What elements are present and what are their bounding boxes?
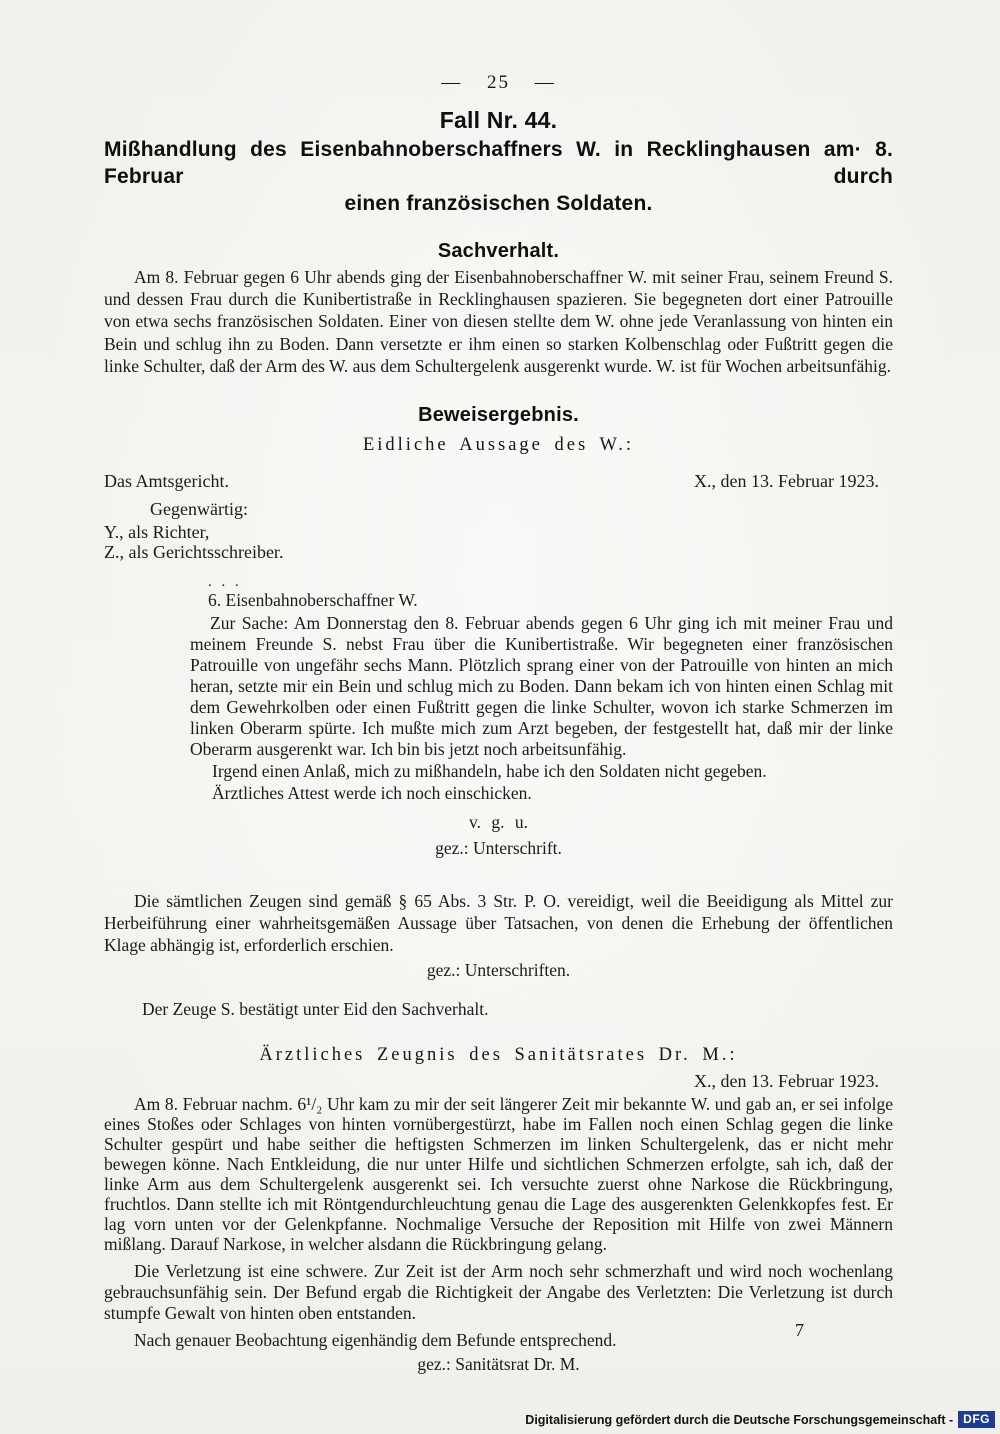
- witness-number-line: 6. Eisenbahnoberschaffner W.: [208, 589, 418, 610]
- attest-paragraph-1: Am 8. Februar nachm. 6¹/₂ Uhr kam zu mir der seit längerer Zeit mir bekannte W. und gab an, er sei infolge eines Stoßes oder Schlages von hinten vornübergestürzt, habe im Fallen noch einen Schlag gegen die linke Schulter gespürt und habe seither die heftigsten Schmerzen im linken Schultergelenk, das er nicht mehr bewegen könne. Nach Entkleidung, die nur unter Hilfe und sichtlichen Schmerzen erfolgte, sah ich, daß der linke Arm aus dem Schultergelenk ausgerenkt sei. Ich versuchte zuerst ohne Narkose die Rückbringung, fruchtlos. Dann stellte ich mit Röntgendurchleuchtung genau die Lage des ausgerenkten Gelenkkopfes fest. Er lag vorn unten vor der Gelenkpfanne. Nochmalige Versuche der Reposition mit Hilfe von zwei Männern mißlang. Darauf Narkose, in welcher alsdann die Rückbringung gelang.: [104, 1094, 893, 1255]
- witness-statement-paragraph: Zur Sache: Am Donnerstag den 8. Februar abends gegen 6 Uhr ging ich mit meiner Frau und meinem Freunde S. nebst Frau über die Kunibertistraße. Wir begegneten einer französischen Patrouille von ungefähr sechs Mann. Plötzlich sprang einer von der Patrouille von hinten an mich heran, setzte mir ein Bein und schlug mich zu Boden. Dann bekam ich von hinten einen Schlag mit dem Gewehrkolben oder einen Fußtritt gegen die linke Schulter, wovon ich starke Schmerzen im linken Oberarm spürte. Ich mußte mich zum Arzt begeben, der festgestellt hat, daß mir der linke Oberarm ausgerenkt war. Ich bin bis jetzt noch arbeitsunfähig.: [190, 612, 893, 759]
- witness-statement-block: [190, 613, 893, 804]
- attest-date: X., den 13. Februar 1923.: [694, 1071, 879, 1092]
- case-number-heading: Fall Nr. 44.: [439, 107, 558, 133]
- section-heading-sachverhalt: Sachverhalt.: [437, 240, 560, 262]
- witness-confirmation-line: Der Zeuge S. bestätigt unter Eid den Sachverhalt.: [142, 999, 489, 1020]
- protocol-date: X., den 13. Februar 1923.: [694, 471, 879, 492]
- page-number-header: — 25 —: [441, 72, 556, 93]
- signature-sanitaetsrat: gez.: Sanitätsrat Dr. M.: [417, 1354, 580, 1375]
- oath-paragraph: Die sämtlichen Zeugen sind gemäß § 65 Abs. 3 Str. P. O. vereidigt, weil die Beeidigung als Mittel zur Herbeiführung einer wahrheitsgemäßen Aussage über Tatsachen, von denen die Erhebung der öffentlichen Klage abhängig ist, erforderlich erschien.: [104, 890, 893, 956]
- court-and-date-row: [104, 470, 893, 492]
- sachverhalt-paragraph: Am 8. Februar gegen 6 Uhr abends ging der Eisenbahnoberschaffner W. mit seiner Frau, seinem Freund S. und dessen Frau durch die Kunibertistraße in Recklinghausen spazieren. Sie begegneten dort einer Patrouille von etwa sechs französischen Soldaten. Einer von diesen stellte dem W. ohne jede Veranlassung von hinten ein Bein und schlug ihn zu Boden. Dann versetzte er ihm einen so starken Kolbenschlag oder Fußtritt gegen die linke Schulter, daß der Arm des W. aus dem Schultergelenk ausgerenkt wurde. W. ist für Wochen arbeitsunfähig.: [104, 267, 893, 376]
- vgu-abbreviation: v. g. u.: [469, 811, 528, 832]
- subheading-eidliche-aussage: Eidliche Aussage des W.:: [362, 435, 635, 456]
- judge-line: Y., als Richter,: [104, 521, 210, 542]
- witness-statement-line2: Irgend einen Anlaß, mich zu mißhandeln, habe ich den Soldaten nicht gegeben.: [212, 760, 767, 781]
- digitization-footer-text: Digitalisierung gefördert durch die Deutsche Forschungsgemeinschaft -: [525, 1412, 954, 1427]
- page-number-bottom: 7: [795, 1320, 804, 1340]
- signature-unterschriften: gez.: Unterschriften.: [426, 960, 571, 981]
- dfg-logo: DFG: [958, 1411, 995, 1428]
- document-title-line1: Mißhandlung des Eisenbahnoberschaffners W. in Recklinghausen am· 8. Februar durch: [104, 138, 893, 188]
- praesent-label: Gegenwärtig:: [150, 499, 248, 520]
- clerk-line: Z., als Gerichtsschreiber.: [104, 542, 284, 563]
- attest-paragraph-2: Die Verletzung ist eine schwere. Zur Zeit ist der Arm noch sehr schmerzhaft und wird noch wochenlang gebrauchsunfähig sein. Der Befund ergab die Richtigkeit der Angabe des Verletzten: Die Verletzung ist durch stumpfe Gewalt von hinten oben entstanden.: [104, 1261, 893, 1323]
- digitization-footer: [525, 1411, 995, 1428]
- document-title-line2: einen französischen Soldaten.: [344, 192, 653, 215]
- signature-unterschrift: gez.: Unterschrift.: [435, 837, 562, 858]
- subheading-aerztliches-zeugnis: Ärztliches Zeugnis des Sanitätsrates Dr. M.:: [259, 1045, 738, 1066]
- court-name: Das Amtsgericht.: [104, 471, 229, 492]
- section-heading-beweisergebnis: Beweisergebnis.: [418, 404, 579, 427]
- witness-statement-line3: Ärztliches Attest werde ich noch einschicken.: [212, 782, 532, 803]
- ellipsis-mark: . . .: [208, 573, 242, 590]
- attest-paragraph-3: Nach genauer Beobachtung eigenhändig dem Befunde entsprechend.: [134, 1330, 617, 1351]
